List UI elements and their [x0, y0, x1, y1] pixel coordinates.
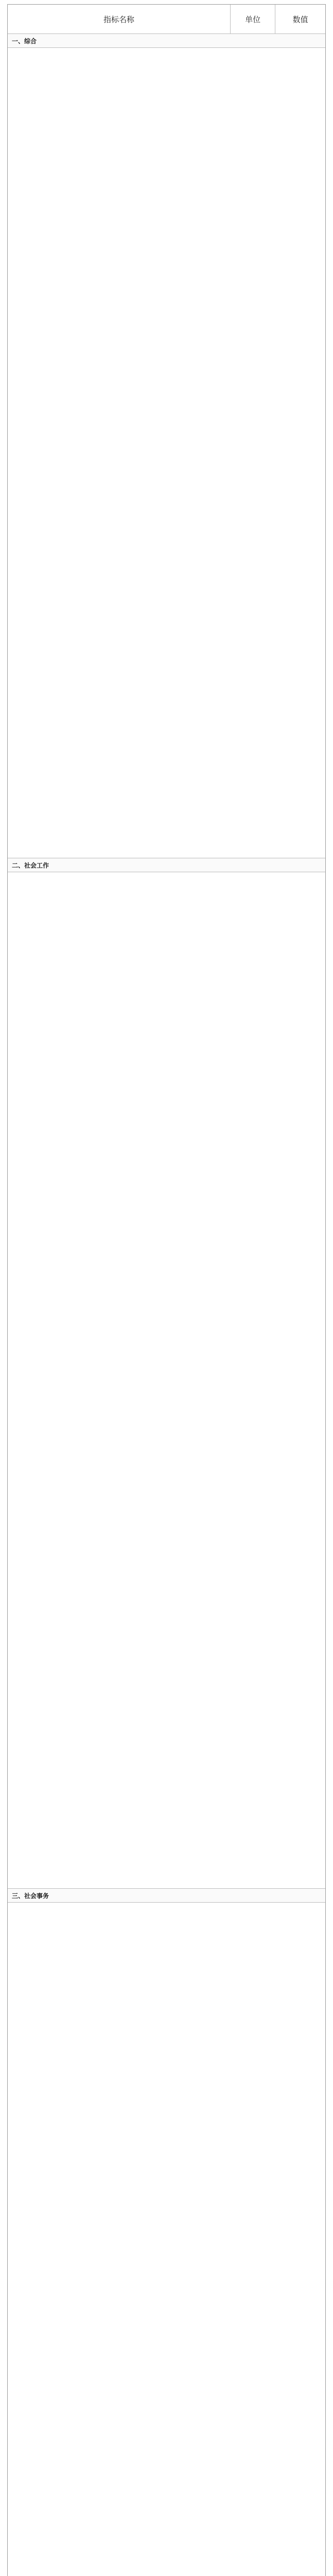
section-divider-2: 二、社会工作	[8, 858, 325, 872]
table-body	[8, 33, 325, 2576]
section-divider-3: 三、社会事务	[8, 1888, 325, 1903]
table-header	[8, 5, 325, 34]
header-name: 指标名称	[8, 5, 231, 33]
header-value: 数值	[292, 14, 308, 24]
data-table	[7, 4, 326, 2576]
header-unit: 单位	[231, 5, 275, 33]
section-divider-1: 一、综合	[8, 33, 325, 48]
